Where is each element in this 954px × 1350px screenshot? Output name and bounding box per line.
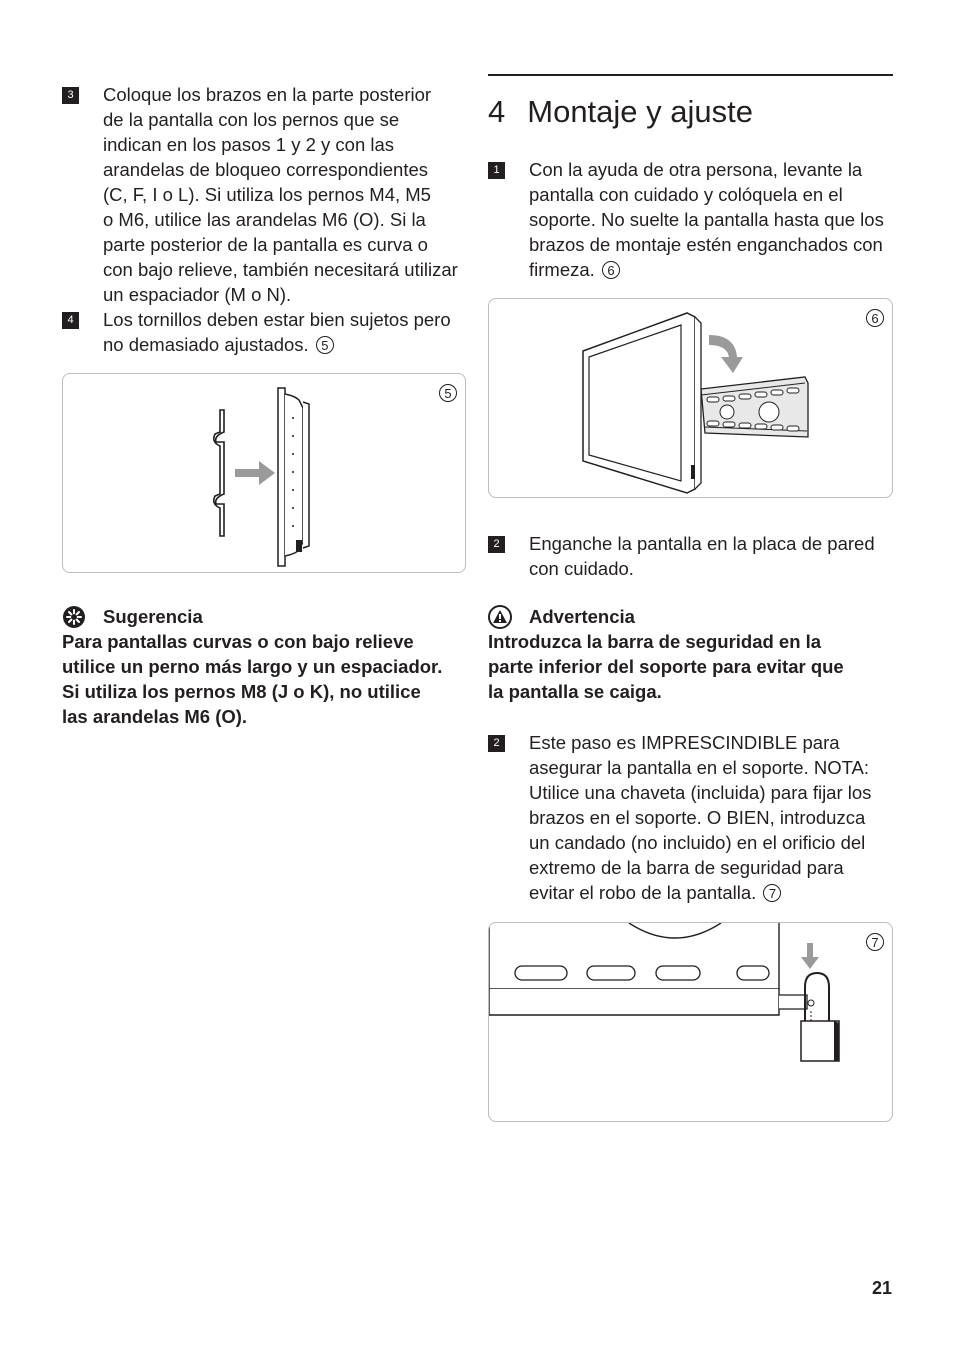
display-edge [303, 402, 309, 548]
text-line [529, 257, 899, 282]
bracket-mounting-illustration [63, 374, 465, 572]
text-line: Coloque los brazos en la parte posterior [103, 84, 432, 105]
curved-arrow-icon [709, 335, 743, 373]
text-line: un candado (no incluido) en el orificio del [529, 832, 866, 853]
section-number: 4 [488, 94, 506, 129]
text-line: parte posterior de la pantalla es curva o [103, 234, 428, 255]
text-line: o M6, utilice las arandelas M6 (O). Si la [103, 209, 426, 230]
padlock-body [801, 1021, 839, 1061]
text-segment: no demasiado ajustados. [103, 334, 309, 355]
text-line: brazos de montaje estén enganchados con [529, 234, 883, 255]
text-segment: evitar el robo de la pantalla. [529, 882, 757, 903]
figure-reference: 6 [602, 261, 620, 279]
step-text [103, 82, 473, 307]
text-line: asegurar la pantalla en el soporte. NOTA: [529, 757, 870, 778]
text-line: parte inferior del soporte para evitar que [488, 656, 844, 677]
text-line: Los tornillos deben estar bien sujetos pero [103, 309, 451, 330]
figure-label: 5 [439, 384, 457, 402]
tip-title: Sugerencia [103, 606, 203, 627]
text-line: pantalla con cuidado y colóquela en el [529, 184, 843, 205]
text-line: soporte. No suelte la pantalla hasta que los [529, 209, 884, 230]
down-arrow-icon [801, 943, 819, 969]
figure-7 [488, 922, 893, 1122]
step-number: 2 [488, 735, 505, 752]
step-number: 3 [62, 87, 79, 104]
figure-reference: 5 [316, 336, 334, 354]
text-line: un espaciador (M o N). [103, 284, 292, 305]
text-line: Introduzca la barra de seguridad en la [488, 631, 822, 652]
text-line [103, 332, 473, 357]
figure-6 [488, 298, 893, 498]
text-line: Para pantallas curvas o con bajo relieve [62, 631, 414, 652]
text-line: las arandelas M6 (O). [62, 706, 248, 727]
warning-body [488, 629, 898, 704]
bracket-slots [515, 966, 769, 980]
mounting-arm [214, 410, 224, 536]
text-line: utilice un perno más largo y un espaciador. [62, 656, 443, 677]
tip-icon [62, 605, 86, 629]
step-number: 4 [62, 312, 79, 329]
text-line: Enganche la pantalla en la placa de pared [529, 533, 875, 554]
section-heading [488, 94, 753, 130]
display-curved-back [285, 394, 303, 556]
text-line: brazos en el soporte. O BIEN, introduzca [529, 807, 866, 828]
text-line: la pantalla se caiga. [488, 681, 662, 702]
text-line: con cuidado. [529, 558, 634, 579]
right-arrow-icon [235, 461, 275, 485]
text-line: con bajo relieve, también necesitará utilizar [103, 259, 458, 280]
step-number: 1 [488, 162, 505, 179]
section-rule [488, 74, 893, 76]
text-line: extremo de la barra de seguridad para [529, 857, 844, 878]
warning-title: Advertencia [529, 606, 635, 627]
text-line: Utilice una chaveta (incluida) para fijar los [529, 782, 872, 803]
section-title: Montaje y ajuste [527, 94, 753, 129]
step-text [529, 531, 899, 581]
figure-5 [62, 373, 466, 573]
padlock-illustration [489, 923, 892, 1121]
text-line: arandelas de bloqueo correspondientes [103, 159, 429, 180]
step-text [103, 307, 473, 357]
text-segment: firmeza. [529, 259, 595, 280]
warning-icon [488, 605, 512, 629]
text-line: de la pantalla con los pernos que se [103, 109, 400, 130]
padlock-shackle [805, 973, 829, 1027]
text-line: indican en los pasos 1 y 2 y con las [103, 134, 395, 155]
step-text [529, 157, 899, 282]
text-line: Con la ayuda de otra persona, levante la [529, 159, 863, 180]
text-line: Este paso es IMPRESCINDIBLE para [529, 732, 840, 753]
figure-reference: 7 [763, 884, 781, 902]
security-bar [489, 989, 779, 1015]
display-back-panel [278, 388, 285, 566]
tip-body [62, 629, 472, 729]
step-text [529, 730, 899, 905]
figure-label: 6 [866, 309, 884, 327]
text-line: (C, F, I o L). Si utiliza los pernos M4, M5 [103, 184, 431, 205]
text-line [529, 880, 899, 905]
display-port [296, 540, 302, 552]
step-number: 2 [488, 536, 505, 553]
display-lift-illustration [489, 299, 892, 497]
figure-label: 7 [866, 933, 884, 951]
page-number: 21 [871, 1278, 892, 1298]
text-line: Si utiliza los pernos M8 (J o K), no utilice [62, 681, 421, 702]
